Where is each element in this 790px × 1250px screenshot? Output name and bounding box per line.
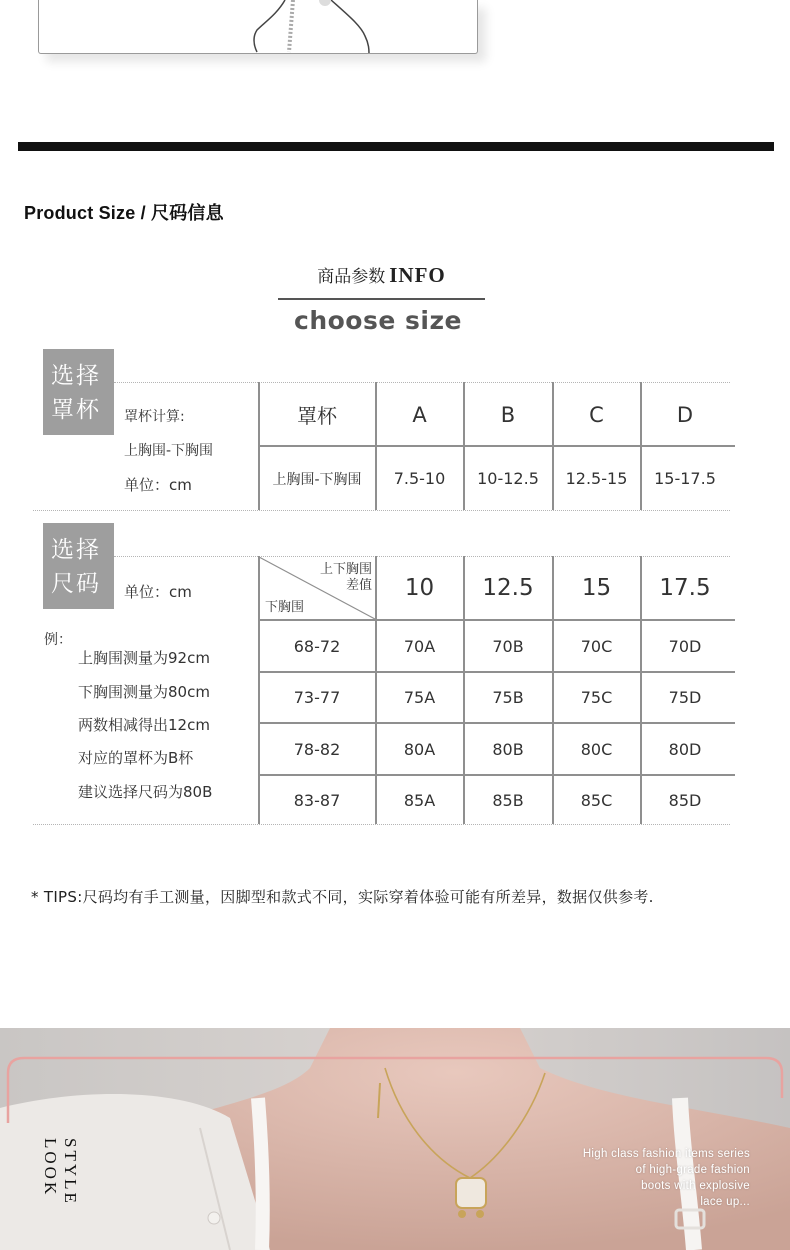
diff-17-5: 17.5 (659, 575, 711, 601)
caption-line: boots with explosive (641, 1180, 750, 1192)
dotted-rule (33, 824, 730, 825)
section-title: Product Size / 尺码信息 (24, 203, 224, 223)
cup-range-c: 12.5-15 (565, 469, 628, 488)
diff-12-5: 12.5 (482, 575, 534, 601)
size-cell: 75D (668, 688, 702, 707)
model-photo-art (0, 1028, 790, 1250)
cup-note-3: 单位：cm (124, 476, 192, 494)
size-unit: 单位：cm (124, 583, 192, 601)
size-tag-line-1: 选择 (51, 537, 101, 563)
cup-range-d: 15-17.5 (654, 469, 716, 488)
cup-b: B (500, 402, 516, 427)
size-cell: 70A (403, 636, 436, 656)
cup-tag (43, 349, 114, 435)
dotted-rule (114, 382, 730, 383)
corner-bottom-label: 下胸围 (265, 600, 305, 615)
size-cell: 70D (668, 636, 702, 656)
cup-c: C (589, 402, 604, 427)
cup-a: A (412, 402, 427, 427)
corner-top-label (315, 562, 372, 594)
photo-caption (530, 1146, 750, 1210)
size-cell: 80A (403, 739, 436, 759)
size-cell: 85B (492, 790, 524, 810)
size-tag (43, 523, 114, 609)
caption-line: of high-grade fashion (635, 1164, 750, 1176)
size-cell: 80B (492, 739, 524, 759)
corner-top-line-2: 差值 (345, 578, 372, 593)
example-line: 建议选择尺码为80B (78, 783, 213, 801)
size-cell: 75C (580, 688, 613, 707)
size-cell: 85A (403, 790, 436, 810)
garment-sketch (39, 0, 478, 54)
size-cell: 80D (668, 739, 702, 759)
band-range: 73-77 (293, 688, 341, 707)
example-line: 两数相减得出12cm (78, 716, 210, 734)
info-underline (278, 298, 485, 300)
size-cell: 70B (492, 636, 524, 656)
style-look-label: STYLE LOOK (41, 1138, 80, 1206)
dotted-rule (33, 510, 730, 511)
cup-header-label: 罩杯 (297, 404, 337, 428)
band-range: 78-82 (293, 739, 341, 759)
product-image-card (38, 0, 478, 54)
caption-line: High class fashion items series (582, 1148, 750, 1160)
cup-range-a: 7.5-10 (393, 469, 446, 488)
band-range: 68-72 (293, 636, 341, 656)
example-line: 对应的罩杯为B杯 (78, 749, 194, 767)
cup-tag-line-1: 选择 (51, 363, 101, 389)
section-divider (18, 142, 774, 151)
band-range: 83-87 (293, 790, 341, 810)
diff-15: 15 (581, 575, 612, 601)
cup-tag-line-2: 罩杯 (51, 397, 101, 423)
size-cell: 85D (668, 790, 702, 810)
cup-range-b: 10-12.5 (477, 469, 539, 488)
cup-d: D (676, 402, 694, 427)
size-cell: 75A (403, 688, 436, 707)
caption-line: lace up... (700, 1196, 750, 1208)
choose-size-heading: choose size (294, 306, 462, 335)
example-line: 上胸围测量为92cm (78, 649, 210, 667)
example-label: 例： (44, 632, 72, 648)
diff-10: 10 (404, 575, 435, 601)
example-line: 下胸围测量为80cm (78, 683, 210, 701)
cup-row-label: 上胸围-下胸围 (272, 471, 362, 488)
size-cell: 85C (580, 790, 613, 810)
size-tag-line-2: 尺码 (51, 571, 101, 597)
info-title (278, 262, 485, 288)
corner-top-line-1: 上下胸围 (319, 562, 372, 577)
size-cell: 70C (580, 636, 613, 656)
info-title-en: INFO (389, 263, 446, 287)
tips-text: * TIPS:尺码均有手工测量，因脚型和款式不同，实际穿着体验可能有所差异，数据仅供参考. (31, 888, 654, 906)
cup-note-1: 罩杯计算: (124, 409, 185, 425)
model-photo (0, 1028, 790, 1250)
size-cell: 75B (492, 688, 524, 707)
cup-note-2: 上胸围-下胸围 (124, 443, 214, 459)
size-cell: 80C (580, 739, 613, 759)
info-title-cn: 商品参数 (317, 267, 386, 287)
